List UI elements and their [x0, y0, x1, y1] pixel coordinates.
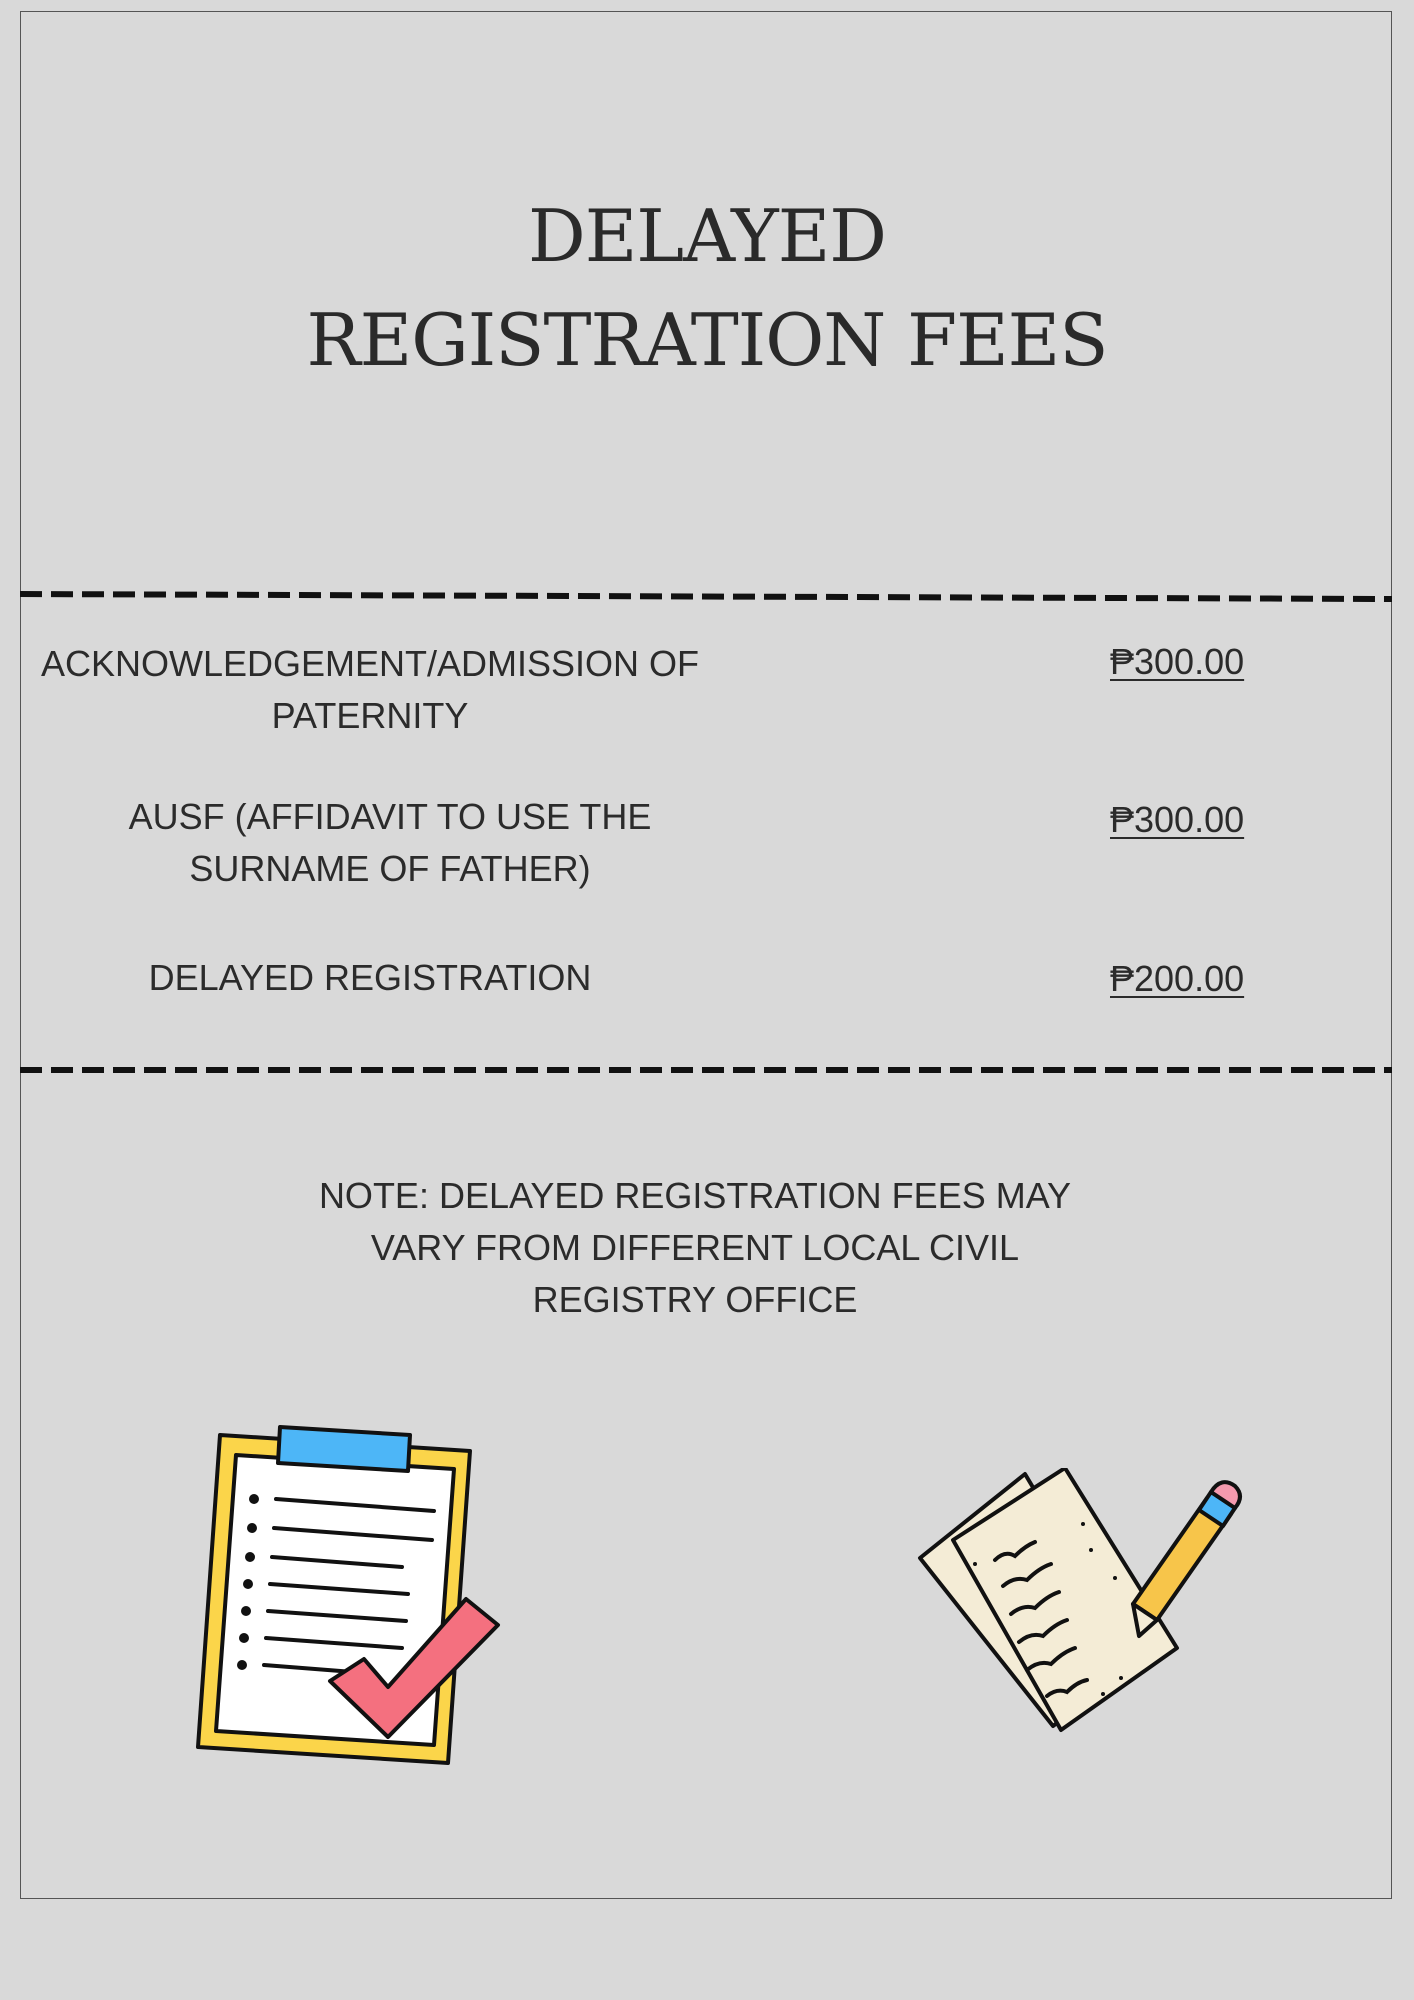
bottom-dashed-divider — [20, 1064, 1392, 1076]
clipboard-clip — [278, 1427, 410, 1471]
clipboard-checklist-icon — [190, 1415, 510, 1775]
fee-note — [220, 1170, 1170, 1326]
fee-row-1-label-line-2: PATERNITY — [271, 695, 469, 736]
fee-row-1-price: ₱300.00 — [1110, 641, 1245, 682]
fee-note-line-2: VARY FROM DIFFERENT LOCAL CIVIL — [370, 1227, 1020, 1268]
fee-note-line-3: REGISTRY OFFICE — [532, 1279, 858, 1320]
page-title — [0, 184, 1414, 392]
fee-row-2-price: ₱300.00 — [1110, 799, 1245, 840]
papers-pencil-icon — [915, 1468, 1245, 1743]
fee-row-1-label — [20, 638, 720, 742]
fee-row-2-label — [60, 791, 720, 895]
page-title-line-1: DELAYED — [528, 194, 886, 278]
fee-row-3-price: ₱200.00 — [1110, 958, 1245, 999]
fee-row-1-label-line-1: ACKNOWLEDGEMENT/ADMISSION OF — [40, 643, 700, 684]
fee-note-line-1: NOTE: DELAYED REGISTRATION FEES MAY — [318, 1175, 1072, 1216]
top-dashed-divider — [20, 590, 1392, 604]
fee-row-3-label-line-1: DELAYED REGISTRATION — [148, 957, 592, 998]
fee-row-2-label-line-1: AUSF (AFFIDAVIT TO USE THE — [128, 796, 652, 837]
page-title-line-2: REGISTRATION FEES — [306, 298, 1108, 382]
fee-row-2-label-line-2: SURNAME OF FATHER) — [189, 848, 591, 889]
fee-row-3-label — [60, 952, 680, 1004]
